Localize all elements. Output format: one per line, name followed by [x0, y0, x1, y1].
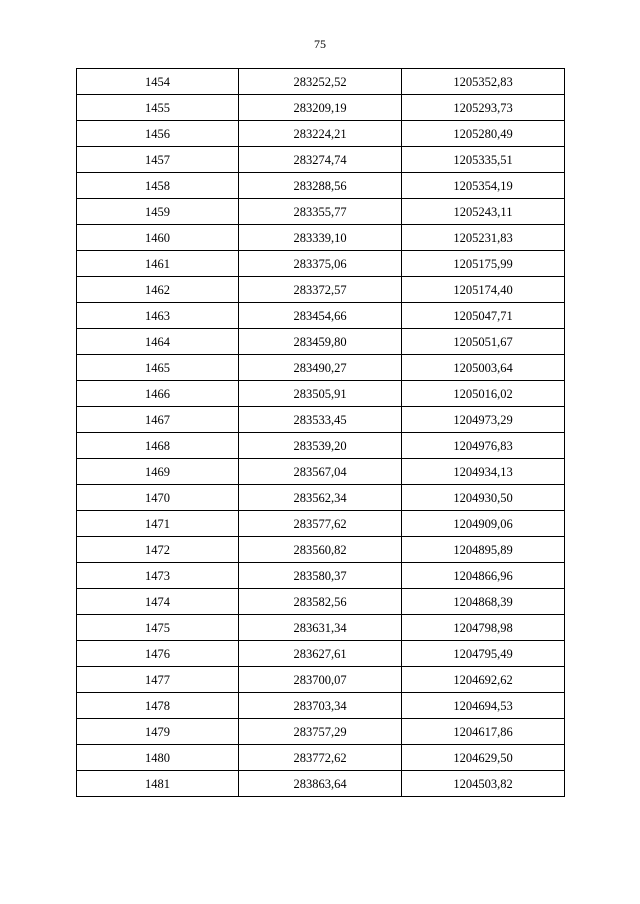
point-number-cell: 1461 — [77, 251, 239, 277]
y-coordinate-cell: 1204798,98 — [402, 615, 565, 641]
point-number-cell: 1455 — [77, 95, 239, 121]
x-coordinate-cell: 283567,04 — [239, 459, 402, 485]
y-coordinate-cell: 1205174,40 — [402, 277, 565, 303]
point-number-cell: 1466 — [77, 381, 239, 407]
y-coordinate-cell: 1204930,50 — [402, 485, 565, 511]
x-coordinate-cell: 283863,64 — [239, 771, 402, 797]
point-number-cell: 1469 — [77, 459, 239, 485]
point-number-cell: 1475 — [77, 615, 239, 641]
x-coordinate-cell: 283562,34 — [239, 485, 402, 511]
x-coordinate-cell: 283274,74 — [239, 147, 402, 173]
y-coordinate-cell: 1204909,06 — [402, 511, 565, 537]
y-coordinate-cell: 1205243,11 — [402, 199, 565, 225]
y-coordinate-cell: 1205335,51 — [402, 147, 565, 173]
x-coordinate-cell: 283700,07 — [239, 667, 402, 693]
y-coordinate-cell: 1205354,19 — [402, 173, 565, 199]
y-coordinate-cell: 1204629,50 — [402, 745, 565, 771]
table-row — [77, 95, 565, 121]
table-row — [77, 277, 565, 303]
x-coordinate-cell: 283490,27 — [239, 355, 402, 381]
table-row — [77, 511, 565, 537]
table-row — [77, 459, 565, 485]
table-row — [77, 225, 565, 251]
point-number-cell: 1463 — [77, 303, 239, 329]
x-coordinate-cell: 283454,66 — [239, 303, 402, 329]
table-row — [77, 69, 565, 95]
table-row — [77, 433, 565, 459]
point-number-cell: 1462 — [77, 277, 239, 303]
point-number-cell: 1480 — [77, 745, 239, 771]
x-coordinate-cell: 283757,29 — [239, 719, 402, 745]
x-coordinate-cell: 283355,77 — [239, 199, 402, 225]
point-number-cell: 1465 — [77, 355, 239, 381]
y-coordinate-cell: 1205293,73 — [402, 95, 565, 121]
point-number-cell: 1460 — [77, 225, 239, 251]
table-row — [77, 173, 565, 199]
point-number-cell: 1477 — [77, 667, 239, 693]
x-coordinate-cell: 283375,06 — [239, 251, 402, 277]
x-coordinate-cell: 283459,80 — [239, 329, 402, 355]
y-coordinate-cell: 1205175,99 — [402, 251, 565, 277]
table-row — [77, 537, 565, 563]
table-row — [77, 303, 565, 329]
point-number-cell: 1481 — [77, 771, 239, 797]
table-row — [77, 147, 565, 173]
point-number-cell: 1470 — [77, 485, 239, 511]
table-row — [77, 121, 565, 147]
x-coordinate-cell: 283577,62 — [239, 511, 402, 537]
y-coordinate-cell: 1205280,49 — [402, 121, 565, 147]
x-coordinate-cell: 283560,82 — [239, 537, 402, 563]
coordinates-table — [76, 68, 565, 797]
y-coordinate-cell: 1204973,29 — [402, 407, 565, 433]
point-number-cell: 1454 — [77, 69, 239, 95]
table-row — [77, 381, 565, 407]
table-row — [77, 771, 565, 797]
x-coordinate-cell: 283703,34 — [239, 693, 402, 719]
point-number-cell: 1468 — [77, 433, 239, 459]
table-row — [77, 615, 565, 641]
y-coordinate-cell: 1205003,64 — [402, 355, 565, 381]
y-coordinate-cell: 1204976,83 — [402, 433, 565, 459]
point-number-cell: 1474 — [77, 589, 239, 615]
x-coordinate-cell: 283582,56 — [239, 589, 402, 615]
y-coordinate-cell: 1205051,67 — [402, 329, 565, 355]
point-number-cell: 1467 — [77, 407, 239, 433]
point-number-cell: 1464 — [77, 329, 239, 355]
table-row — [77, 693, 565, 719]
point-number-cell: 1472 — [77, 537, 239, 563]
point-number-cell: 1479 — [77, 719, 239, 745]
table-row — [77, 251, 565, 277]
table-row — [77, 667, 565, 693]
point-number-cell: 1478 — [77, 693, 239, 719]
x-coordinate-cell: 283224,21 — [239, 121, 402, 147]
table-row — [77, 641, 565, 667]
point-number-cell: 1457 — [77, 147, 239, 173]
x-coordinate-cell: 283252,52 — [239, 69, 402, 95]
table-row — [77, 485, 565, 511]
x-coordinate-cell: 283505,91 — [239, 381, 402, 407]
y-coordinate-cell: 1204795,49 — [402, 641, 565, 667]
x-coordinate-cell: 283772,62 — [239, 745, 402, 771]
y-coordinate-cell: 1204692,62 — [402, 667, 565, 693]
y-coordinate-cell: 1204503,82 — [402, 771, 565, 797]
x-coordinate-cell: 283209,19 — [239, 95, 402, 121]
y-coordinate-cell: 1205047,71 — [402, 303, 565, 329]
y-coordinate-cell: 1205352,83 — [402, 69, 565, 95]
table-row — [77, 563, 565, 589]
point-number-cell: 1473 — [77, 563, 239, 589]
y-coordinate-cell: 1205016,02 — [402, 381, 565, 407]
point-number-cell: 1476 — [77, 641, 239, 667]
x-coordinate-cell: 283372,57 — [239, 277, 402, 303]
y-coordinate-cell: 1204866,96 — [402, 563, 565, 589]
table-row — [77, 745, 565, 771]
point-number-cell: 1456 — [77, 121, 239, 147]
y-coordinate-cell: 1204934,13 — [402, 459, 565, 485]
y-coordinate-cell: 1204895,89 — [402, 537, 565, 563]
x-coordinate-cell: 283539,20 — [239, 433, 402, 459]
y-coordinate-cell: 1204868,39 — [402, 589, 565, 615]
x-coordinate-cell: 283339,10 — [239, 225, 402, 251]
x-coordinate-cell: 283631,34 — [239, 615, 402, 641]
point-number-cell: 1471 — [77, 511, 239, 537]
table-row — [77, 355, 565, 381]
point-number-cell: 1458 — [77, 173, 239, 199]
table-row — [77, 407, 565, 433]
y-coordinate-cell: 1204617,86 — [402, 719, 565, 745]
x-coordinate-cell: 283627,61 — [239, 641, 402, 667]
page-number: 75 — [314, 37, 326, 51]
table-row — [77, 199, 565, 225]
table-row — [77, 329, 565, 355]
x-coordinate-cell: 283580,37 — [239, 563, 402, 589]
x-coordinate-cell: 283288,56 — [239, 173, 402, 199]
x-coordinate-cell: 283533,45 — [239, 407, 402, 433]
y-coordinate-cell: 1204694,53 — [402, 693, 565, 719]
coordinates-table-body — [77, 69, 565, 797]
point-number-cell: 1459 — [77, 199, 239, 225]
y-coordinate-cell: 1205231,83 — [402, 225, 565, 251]
table-row — [77, 719, 565, 745]
table-row — [77, 589, 565, 615]
